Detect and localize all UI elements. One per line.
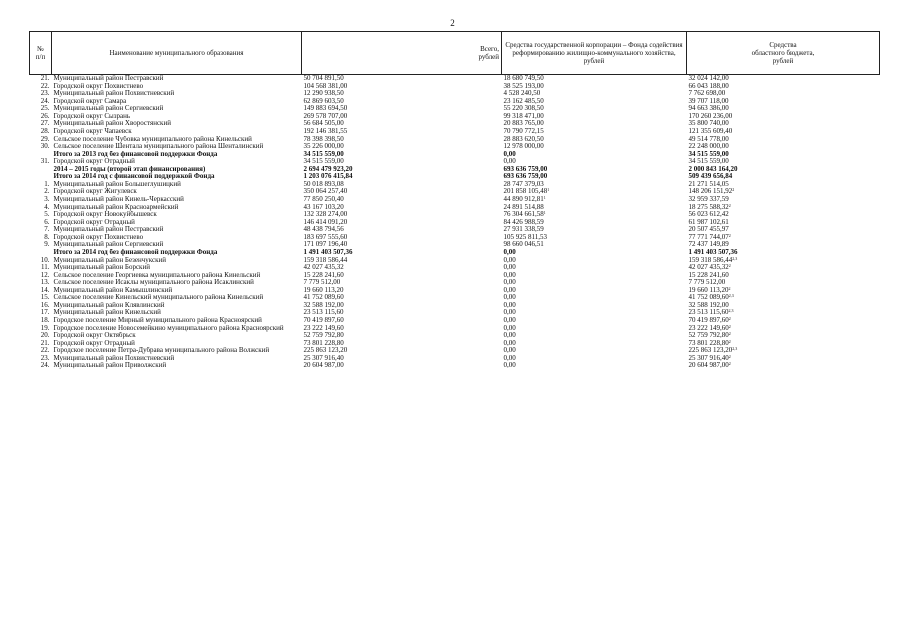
row-total: 104 568 381,00 [303, 82, 348, 90]
row-region: 72 437 149,89 [688, 241, 729, 249]
table-row [30, 325, 880, 333]
row-number: 27. [40, 120, 50, 128]
row-total: 70 419 897,60 [303, 317, 344, 324]
table-row [30, 279, 880, 287]
row-region: 56 023 612,42 [688, 211, 729, 219]
row-region: 34 515 559,00 [688, 158, 729, 166]
row-fund: 0,00 [503, 332, 516, 340]
row-fund: 693 636 759,00 [503, 165, 548, 173]
header-fund [502, 32, 687, 75]
row-total: 1 491 403 507,36 [303, 248, 353, 256]
row-number: 25. [40, 105, 50, 113]
row-region: 509 439 656,84 [688, 173, 733, 181]
row-fund: 38 525 193,00 [503, 82, 544, 90]
row-total: 12 290 938,50 [303, 90, 344, 98]
row-region: 23 222 149,60$^2$ [688, 324, 731, 332]
row-region: 20 507 455,97 [688, 226, 729, 234]
footnote-marker: 2 [728, 362, 731, 367]
table-row [30, 257, 880, 265]
footnote-marker: 2 [728, 317, 731, 321]
row-number: 5. [44, 211, 50, 219]
row-fund: 0,00 [503, 339, 516, 347]
row-name: Городской округ Чапаевск [53, 127, 132, 135]
row-region: 7 779 512,00 [688, 279, 726, 287]
row-number: 21. [40, 339, 50, 347]
table-row [30, 75, 880, 83]
row-region: 170 260 236,00 [688, 112, 733, 120]
row-number: 24. [40, 362, 50, 370]
row-number [30, 173, 52, 181]
row-fund: 4 528 240,50 [503, 90, 541, 98]
footnote-marker: 2 [728, 332, 731, 337]
table-row [30, 188, 880, 196]
allocation-table [29, 31, 880, 370]
row-region: 77 771 744,07$^2$ [688, 233, 731, 241]
row-name: Муниципальный район Сергиевский [53, 241, 164, 249]
row-total: 23 513 115,60 [303, 309, 344, 317]
row-fund: 0,00 [503, 286, 516, 294]
row-total: 25 307 916,40 [303, 354, 344, 362]
footnote-marker: 2,3 [728, 294, 734, 299]
row-region: 159 318 586,44$^{2,3}$ [688, 256, 738, 264]
row-total: 1 203 076 415,84 [303, 173, 353, 181]
row-region: 121 355 609,40 [688, 127, 733, 135]
row-name: Муниципальный район Красноармейский [53, 203, 179, 211]
row-number: 12. [40, 271, 50, 279]
footnote-marker: 2 [728, 264, 731, 269]
row-name: Городской округ Отрадный [53, 339, 135, 347]
header-region-text: Средства областного бюджета, рублей [751, 41, 815, 65]
table-row [30, 83, 880, 91]
row-name: Муниципальный район Кинельский [53, 309, 161, 317]
row-region: 225 863 123,20$^{2,3}$ [688, 347, 738, 355]
row-total: 77 850 250,40 [303, 196, 344, 203]
header-name: Наименование муниципального образования [52, 32, 302, 75]
table-row [30, 196, 880, 204]
row-total: 43 167 103,20 [303, 203, 344, 211]
row-fund: 0,00 [503, 264, 516, 272]
row-number [30, 249, 52, 257]
row-total: 42 027 435,32 [303, 264, 344, 272]
row-name: Сельское поселение Шентала муниципального района Шенталинский [53, 143, 264, 151]
row-total: 41 752 089,60 [303, 294, 344, 302]
row-fund: 0,00 [503, 362, 516, 370]
table-row [30, 120, 880, 128]
row-number: 10. [40, 256, 50, 264]
row-fund: 0,00 [503, 248, 516, 256]
row-fund: 105 925 811,53 [503, 233, 547, 241]
row-number: 23. [40, 90, 50, 98]
row-total: 62 869 603,50 [303, 97, 344, 105]
row-total: 32 588 192,00 [303, 301, 344, 309]
row-total: 192 146 381,55 [303, 127, 348, 135]
footnote-marker: 2 [728, 339, 731, 344]
row-fund: 28 747 379,03 [503, 180, 544, 188]
row-name: Муниципальный район Похвистневский [53, 354, 175, 362]
table-row [30, 128, 880, 136]
row-fund: 28 883 620,50 [503, 135, 544, 143]
row-region: 61 987 102,61 [688, 218, 729, 226]
table-subtotal-row [30, 166, 880, 174]
table-row [30, 264, 880, 272]
row-name: 2014 – 2015 годы (второй этап финансирования) [53, 165, 206, 173]
row-region: 52 759 792,80$^2$ [688, 332, 731, 340]
row-number: 22. [40, 82, 50, 90]
row-fund: 12 978 000,00 [503, 143, 544, 151]
row-fund: 0,00 [503, 271, 516, 279]
row-total: 2 694 479 923,20 [303, 165, 353, 173]
header-total-text: Всего, рублей [478, 45, 499, 61]
row-fund: 18 680 749,50 [503, 74, 544, 82]
row-name: Городской округ Отрадный [53, 218, 135, 226]
row-name: Городской округ Жигулевск [53, 188, 137, 196]
row-total: 15 228 241,60 [303, 271, 344, 279]
row-name: Муниципальный район Борский [53, 264, 150, 272]
table-row [30, 355, 880, 363]
table-row [30, 211, 880, 219]
table-row [30, 272, 880, 280]
table-row [30, 332, 880, 340]
row-total: 35 226 000,00 [303, 143, 344, 151]
row-fund: 0,00 [503, 279, 516, 287]
row-number: 17. [40, 309, 50, 317]
row-number: 21. [40, 74, 50, 82]
row-name: Муниципальный район Пестравский [53, 74, 164, 82]
row-fund: 24 891 514,88 [503, 203, 544, 211]
row-region: 32 588 192,00 [688, 301, 729, 309]
row-number: 13. [40, 279, 50, 287]
row-number: 19. [40, 324, 50, 332]
row-region: 34 515 559,00 [688, 150, 729, 158]
footnote-marker: 2 [728, 233, 731, 238]
row-total: 225 863 123,20 [303, 347, 348, 355]
table-subtotal-row [30, 173, 880, 181]
row-total: 73 801 228,80 [303, 339, 344, 347]
row-name: Городской округ Новокуйбышевск [53, 211, 157, 219]
row-fund: 84 426 988,59 [503, 218, 544, 226]
table-row [30, 226, 880, 234]
table-row [30, 302, 880, 310]
row-name: Городской округ Похвистнево [53, 233, 144, 241]
row-number: 20. [40, 332, 50, 340]
row-fund: 0,00 [503, 301, 516, 309]
row-fund: 0,00 [503, 309, 516, 317]
row-region: 7 762 698,00 [688, 90, 726, 98]
row-total: 48 438 794,56 [303, 226, 344, 234]
footnote-marker: 2,3 [732, 256, 738, 261]
table-row [30, 105, 880, 113]
row-total: 149 883 694,50 [303, 105, 348, 113]
row-region: 39 707 118,00 [688, 97, 729, 105]
row-name: Итого за 2014 год без финансовой поддержки Фонда [53, 248, 218, 256]
row-number: 3. [44, 196, 50, 203]
header-region [687, 32, 880, 75]
table-row [30, 113, 880, 121]
row-region: 20 604 987,00$^2$ [688, 362, 731, 370]
row-fund: 0,00 [503, 150, 516, 158]
page-number: 2 [450, 18, 455, 28]
row-name: Городской округ Самара [53, 97, 127, 105]
row-total: 50 704 891,50 [303, 74, 344, 82]
row-total: 350 064 257,40 [303, 188, 348, 196]
row-total: 269 578 707,00 [303, 112, 348, 120]
footnote-marker: 2,3 [728, 309, 734, 314]
row-number: 8. [44, 233, 50, 241]
table-row [30, 98, 880, 106]
row-name: Сельское поселение Исаклы муниципального района Исаклинский [53, 279, 254, 287]
row-name: Муниципальный район Пестравский [53, 226, 164, 234]
row-fund: 23 162 485,50 [503, 97, 544, 105]
table-row [30, 241, 880, 249]
row-total: 146 414 091,20 [303, 218, 348, 226]
row-number: 4. [44, 203, 50, 211]
table-row [30, 362, 880, 370]
row-fund: 0,00 [503, 158, 516, 166]
row-fund: 27 931 338,59 [503, 226, 544, 234]
table-row [30, 347, 880, 355]
row-region: 18 275 588,32$^2$ [688, 203, 731, 211]
row-name: Городской округ Октябрьск [53, 332, 136, 340]
row-number [30, 166, 52, 174]
row-name: Городское поселение Новосемейкино муниципального района Красноярский [53, 324, 284, 332]
row-fund: 0,00 [503, 354, 516, 362]
row-number: 15. [40, 294, 50, 302]
row-total: 78 398 398,50 [303, 135, 344, 143]
row-name: Муниципальный район Большеглушицкий [53, 180, 181, 188]
row-region: 15 228 241,60 [688, 271, 729, 279]
row-fund: 20 883 765,00 [503, 120, 544, 128]
footnote-marker: 2 [728, 286, 731, 291]
row-name: Итого за 2014 год с финансовой поддержкой Фонда [53, 173, 215, 181]
row-region: 19 660 113,20$^2$ [688, 286, 731, 294]
row-region: 148 206 151,92$^2$ [688, 188, 735, 196]
row-number: 31. [40, 158, 50, 166]
row-region: 42 027 435,32$^2$ [688, 264, 731, 272]
table-row [30, 158, 880, 166]
row-total: 19 660 113,20 [303, 286, 344, 294]
row-number: 22. [40, 347, 50, 355]
row-number: 16. [40, 301, 50, 309]
footnote-marker: 1 [543, 196, 546, 200]
table-header-row [30, 32, 880, 75]
table-body [30, 75, 880, 370]
table-subtotal-row [30, 249, 880, 257]
row-number: 2. [44, 188, 50, 196]
row-total: 34 515 559,00 [303, 150, 344, 158]
row-fund: 0,00 [503, 256, 516, 264]
row-number: 29. [40, 135, 50, 143]
footnote-marker: 2 [728, 354, 731, 359]
row-number: 7. [44, 226, 50, 234]
row-region: 49 514 778,00 [688, 135, 729, 143]
footnote-marker: 2 [728, 203, 731, 208]
footnote-marker: 2 [728, 324, 731, 329]
footnote-marker: 1 [543, 211, 546, 216]
row-number: 6. [44, 218, 50, 226]
row-name: Городской округ Сызрань [53, 112, 131, 120]
table-row [30, 219, 880, 227]
row-total: 56 684 505,00 [303, 120, 344, 128]
row-name: Сельское поселение Чубовка муниципального района Кинельский [53, 135, 252, 143]
row-number [30, 151, 52, 159]
row-name: Муниципальный район Похвистневский [53, 90, 175, 98]
row-fund: 44 890 912,81$^1$ [503, 196, 546, 203]
header-number [30, 32, 52, 75]
row-total: 20 604 987,00 [303, 362, 344, 370]
header-fund-text: Средства государственной корпорации – Фонда содействия реформированию жилищно-коммунального хозяйства, рублей [505, 41, 683, 65]
table-row [30, 136, 880, 144]
row-fund: 76 304 661,58$^1$ [503, 211, 546, 219]
row-number: 26. [40, 112, 50, 120]
row-name: Муниципальный район Хворостянский [53, 120, 171, 128]
row-name: Городское поселение Мирный муниципального района Красноярский [53, 317, 262, 324]
row-name: Городской округ Отрадный [53, 158, 135, 166]
row-region: 1 491 403 507,36 [688, 248, 738, 256]
row-region: 70 419 897,60$^2$ [688, 317, 731, 324]
header-number-text: № п/п [35, 45, 46, 61]
table-row [30, 234, 880, 242]
row-number: 14. [40, 286, 50, 294]
row-region: 23 513 115,60$^{2,3}$ [688, 309, 734, 317]
row-region: 25 307 916,40$^2$ [688, 354, 731, 362]
row-total: 23 222 149,60 [303, 324, 344, 332]
table-row [30, 204, 880, 212]
row-name: Муниципальный район Камышлинский [53, 286, 173, 294]
row-name: Муниципальный район Клявлинский [53, 301, 165, 309]
row-name: Сельское поселение Георгиевка муниципального района Кинельский [53, 271, 261, 279]
row-number: 1. [44, 180, 50, 188]
row-total: 183 697 555,60 [303, 233, 348, 241]
row-total: 159 318 586,44 [303, 256, 348, 264]
row-name: Муниципальный район Кинель-Черкасский [53, 196, 184, 203]
row-total: 7 779 512,00 [303, 279, 341, 287]
row-fund: 55 220 308,50 [503, 105, 544, 113]
row-fund: 99 318 471,00 [503, 112, 544, 120]
row-region: 73 801 228,80$^2$ [688, 339, 731, 347]
row-number: 28. [40, 127, 50, 135]
row-number: 24. [40, 97, 50, 105]
row-number: 11. [41, 264, 50, 272]
table-row [30, 90, 880, 98]
row-total: 34 515 559,00 [303, 158, 344, 166]
row-region: 21 271 514,05 [688, 180, 729, 188]
row-region: 41 752 089,60$^{2,3}$ [688, 294, 734, 302]
table-row [30, 143, 880, 151]
table-subtotal-row [30, 151, 880, 159]
row-number: 9. [44, 241, 50, 249]
row-region: 66 043 188,00 [688, 82, 729, 90]
row-region: 22 248 000,00 [688, 143, 729, 151]
table-row [30, 294, 880, 302]
row-name: Муниципальный район Сергиевский [53, 105, 164, 113]
row-fund: 693 636 759,00 [503, 173, 548, 181]
row-fund: 201 858 105,48$^1$ [503, 188, 550, 196]
row-region: 32 959 337,59 [688, 196, 729, 203]
row-region: 35 800 740,00 [688, 120, 729, 128]
row-total: 132 328 274,00 [303, 211, 348, 219]
table-row [30, 340, 880, 348]
row-name: Итого за 2013 год без финансовой поддержки Фонда [53, 150, 218, 158]
row-name: Муниципальный район Приволжский [53, 362, 167, 370]
row-fund: 0,00 [503, 294, 516, 302]
table-row [30, 317, 880, 325]
row-total: 52 759 792,80 [303, 332, 344, 340]
row-number: 23. [40, 354, 50, 362]
row-number: 18. [40, 317, 50, 324]
header-total [302, 32, 502, 75]
footnote-marker: 1 [547, 188, 550, 193]
footnote-marker: 2,3 [732, 347, 738, 352]
table-row [30, 309, 880, 317]
table-row [30, 287, 880, 295]
row-name: Городской округ Похвистнево [53, 82, 144, 90]
row-fund: 70 790 772,15 [503, 127, 544, 135]
row-region: 2 000 843 164,20 [688, 165, 738, 173]
table-row [30, 181, 880, 189]
row-region: 32 024 142,00 [688, 74, 729, 82]
row-fund: 0,00 [503, 317, 516, 324]
row-name: Городское поселение Петра-Дубрава муниципального района Волжский [53, 347, 270, 355]
row-fund: 0,00 [503, 324, 516, 332]
row-total: 50 018 893,08 [303, 180, 344, 188]
row-number: 30. [40, 143, 50, 151]
row-fund: 0,00 [503, 347, 516, 355]
row-name: Сельское поселение Кинельский муниципального района Кинельский [53, 294, 264, 302]
row-region: 94 663 386,00 [688, 105, 729, 113]
footnote-marker: 2 [732, 188, 735, 193]
row-total: 171 097 196,40 [303, 241, 348, 249]
row-name: Муниципальный район Безенчукский [53, 256, 167, 264]
row-fund: 98 660 046,51 [503, 241, 544, 249]
